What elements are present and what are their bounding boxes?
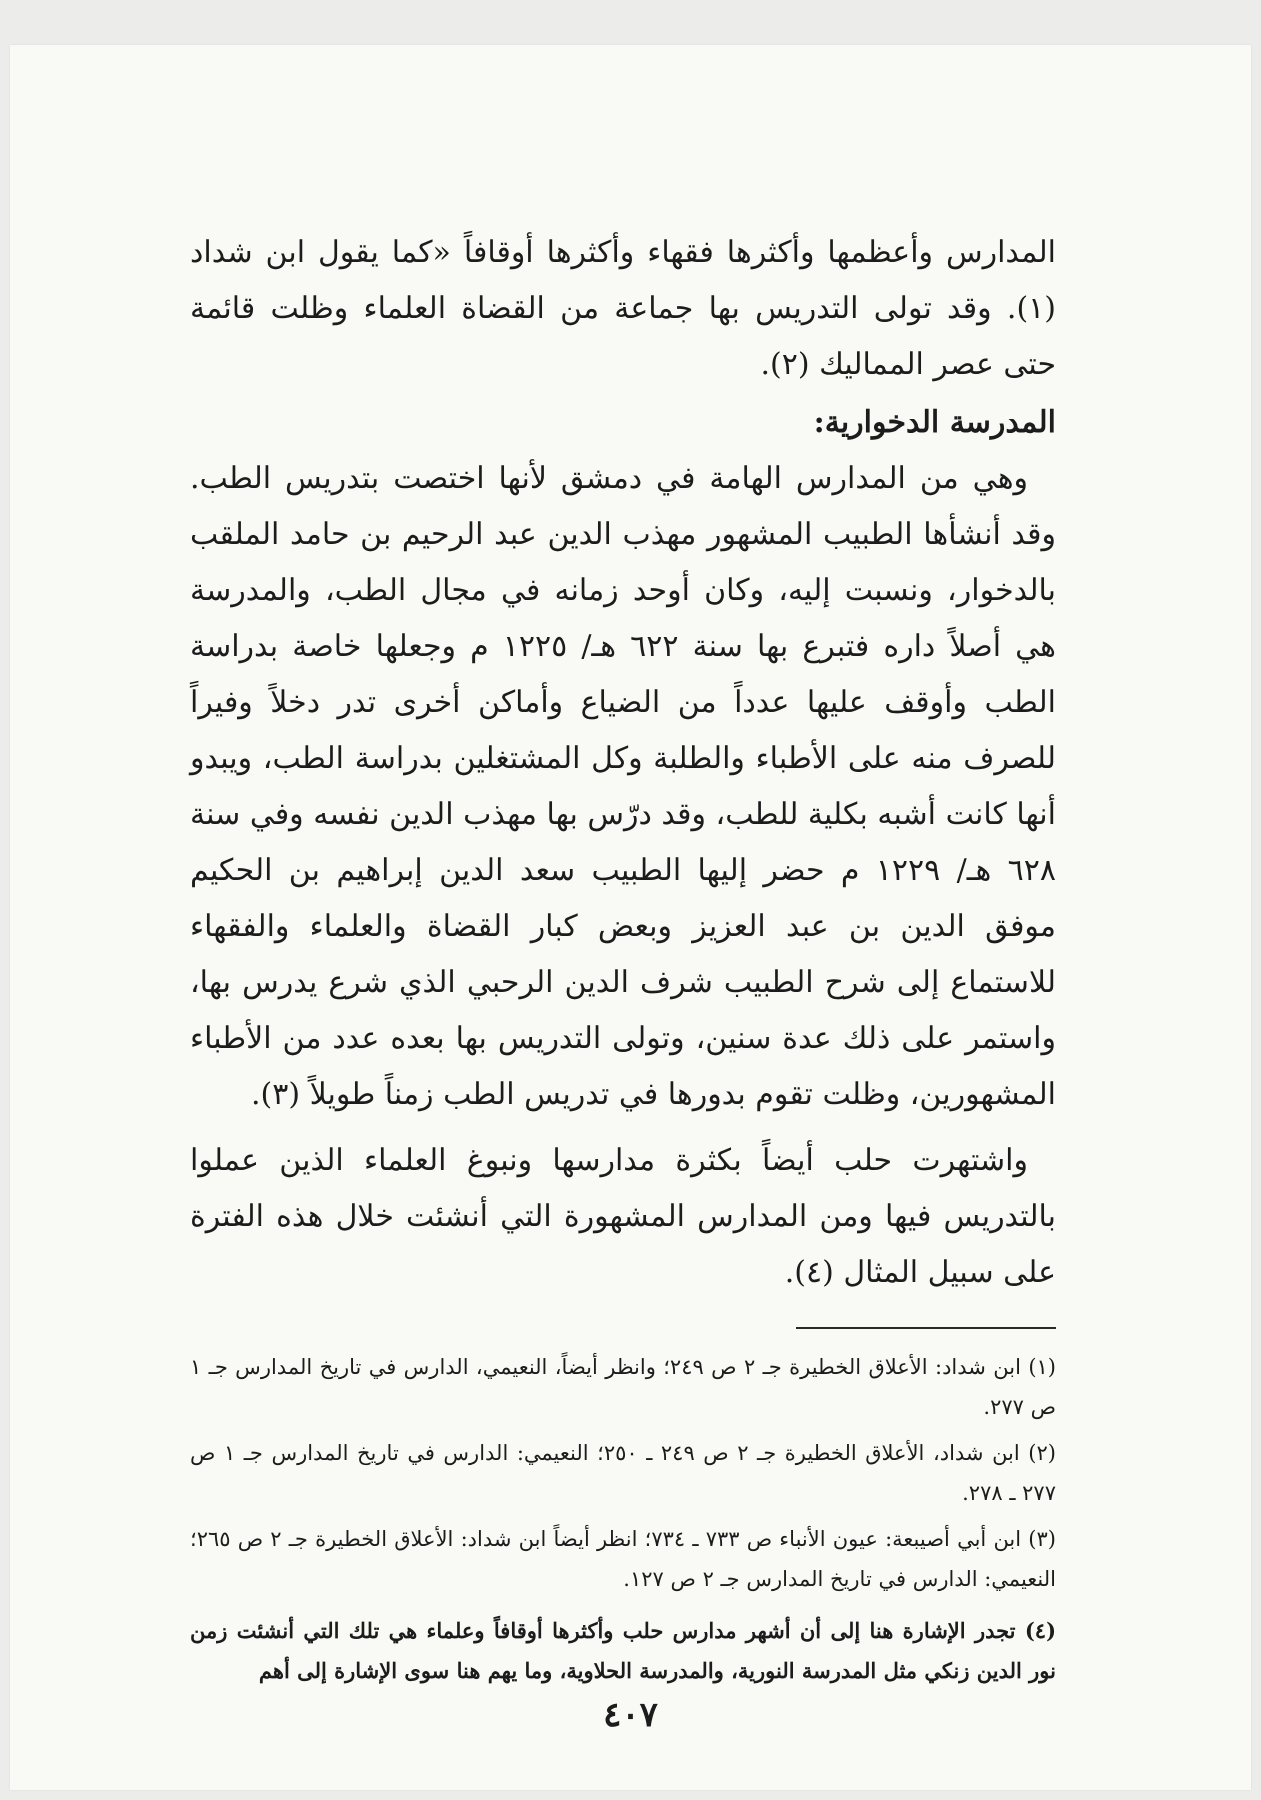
footnote-3: (٣) ابن أبي أصيبعة: عيون الأنباء ص ٧٣٣ ـ ٧٣٤؛ انظر أيضاً ابن شداد: الأعلاق الخطيرة جـ ٢ ص ٢٦٥؛ النعيمي: الدارس في تاريخ المدارس جـ ٢ ص ١٢٧. bbox=[190, 1527, 1056, 1591]
section-heading: المدرسة الدخوارية: bbox=[813, 405, 1056, 440]
footnote-divider bbox=[796, 1327, 1056, 1329]
paragraph-aleppo: واشتهرت حلب أيضاً بكثرة مدارسها ونبوغ العلماء الذين عملوا بالتدريس فيها ومن المدارس المشهورة التي أنشئت خلال هذه الفترة على سبيل المثال (٤). bbox=[190, 1143, 1056, 1290]
paragraph-intro: المدارس وأعظمها وأكثرها فقهاء وأكثرها أوقافاً «كما يقول ابن شداد (١). وقد تولى التدريس بها جماعة من القضاة العلماء وظلت قائمة حتى عصر المماليك (٢). bbox=[190, 235, 1056, 382]
footnote-4: (٤) تجدر الإشارة هنا إلى أن أشهر مدارس حلب وأكثرها أوقافاً وعلماء هي تلك التي أنشئت زمن نور الدين زنكي مثل المدرسة النورية، والمدرسة الحلاوية، وما يهم هنا سوى الإشارة إلى أهم bbox=[190, 1618, 1056, 1683]
paragraph-dakhwariya: وهي من المدارس الهامة في دمشق لأنها اختصت بتدريس الطب. وقد أنشأها الطبيب المشهور مهذب الدين عبد الرحيم بن حامد الملقب بالدخوار، ونسبت إليه، وكان أوحد زمانه في مجال الطب، والمدرسة هي أصلاً داره فتبرع بها سنة ٦٢٢ هـ/ ١٢٢٥ م وجعلها خاصة بدراسة الطب وأوقف عليها عدداً من الضياع وأماكن أخرى تدر دخلاً وفيراً للصرف منه على الأطباء والطلبة وكل المشتغلين بدراسة الطب، ويبدو أنها كانت أشبه بكلية للطب، وقد درّس بها مهذب الدين نفسه وفي سنة ٦٢٨ هـ/ ١٢٢٩ م حضر إليها الطبيب سعد الدين إبراهيم بن الحكيم موفق الدين بن عبد العزيز وبعض كبار القضاة والعلماء والفقهاء للاستماع إلى شرح الطبيب شرف الدين الرحبي الذي شرع يدرس بها، واستمر على ذلك عدة سنين، وتولى التدريس بها بعده عدد من الأطباء المشهورين، وظلت تقوم بدورها في تدريس الطب زمناً طويلاً (٣). bbox=[190, 461, 1056, 1112]
page-content bbox=[190, 225, 1056, 1697]
footnote-2: (٢) ابن شداد، الأعلاق الخطيرة جـ ٢ ص ٢٤٩ ـ ٢٥٠؛ النعيمي: الدارس في تاريخ المدارس جـ ١ ص ٢٧٧ ـ ٢٧٨. bbox=[190, 1441, 1056, 1505]
page-number: ٤٠٧ bbox=[603, 1695, 658, 1735]
book-page bbox=[10, 45, 1251, 1790]
footnote-1: (١) ابن شداد: الأعلاق الخطيرة جـ ٢ ص ٢٤٩؛ وانظر أيضاً، النعيمي، الدارس في تاريخ المدارس جـ ١ ص ٢٧٧. bbox=[190, 1355, 1056, 1419]
